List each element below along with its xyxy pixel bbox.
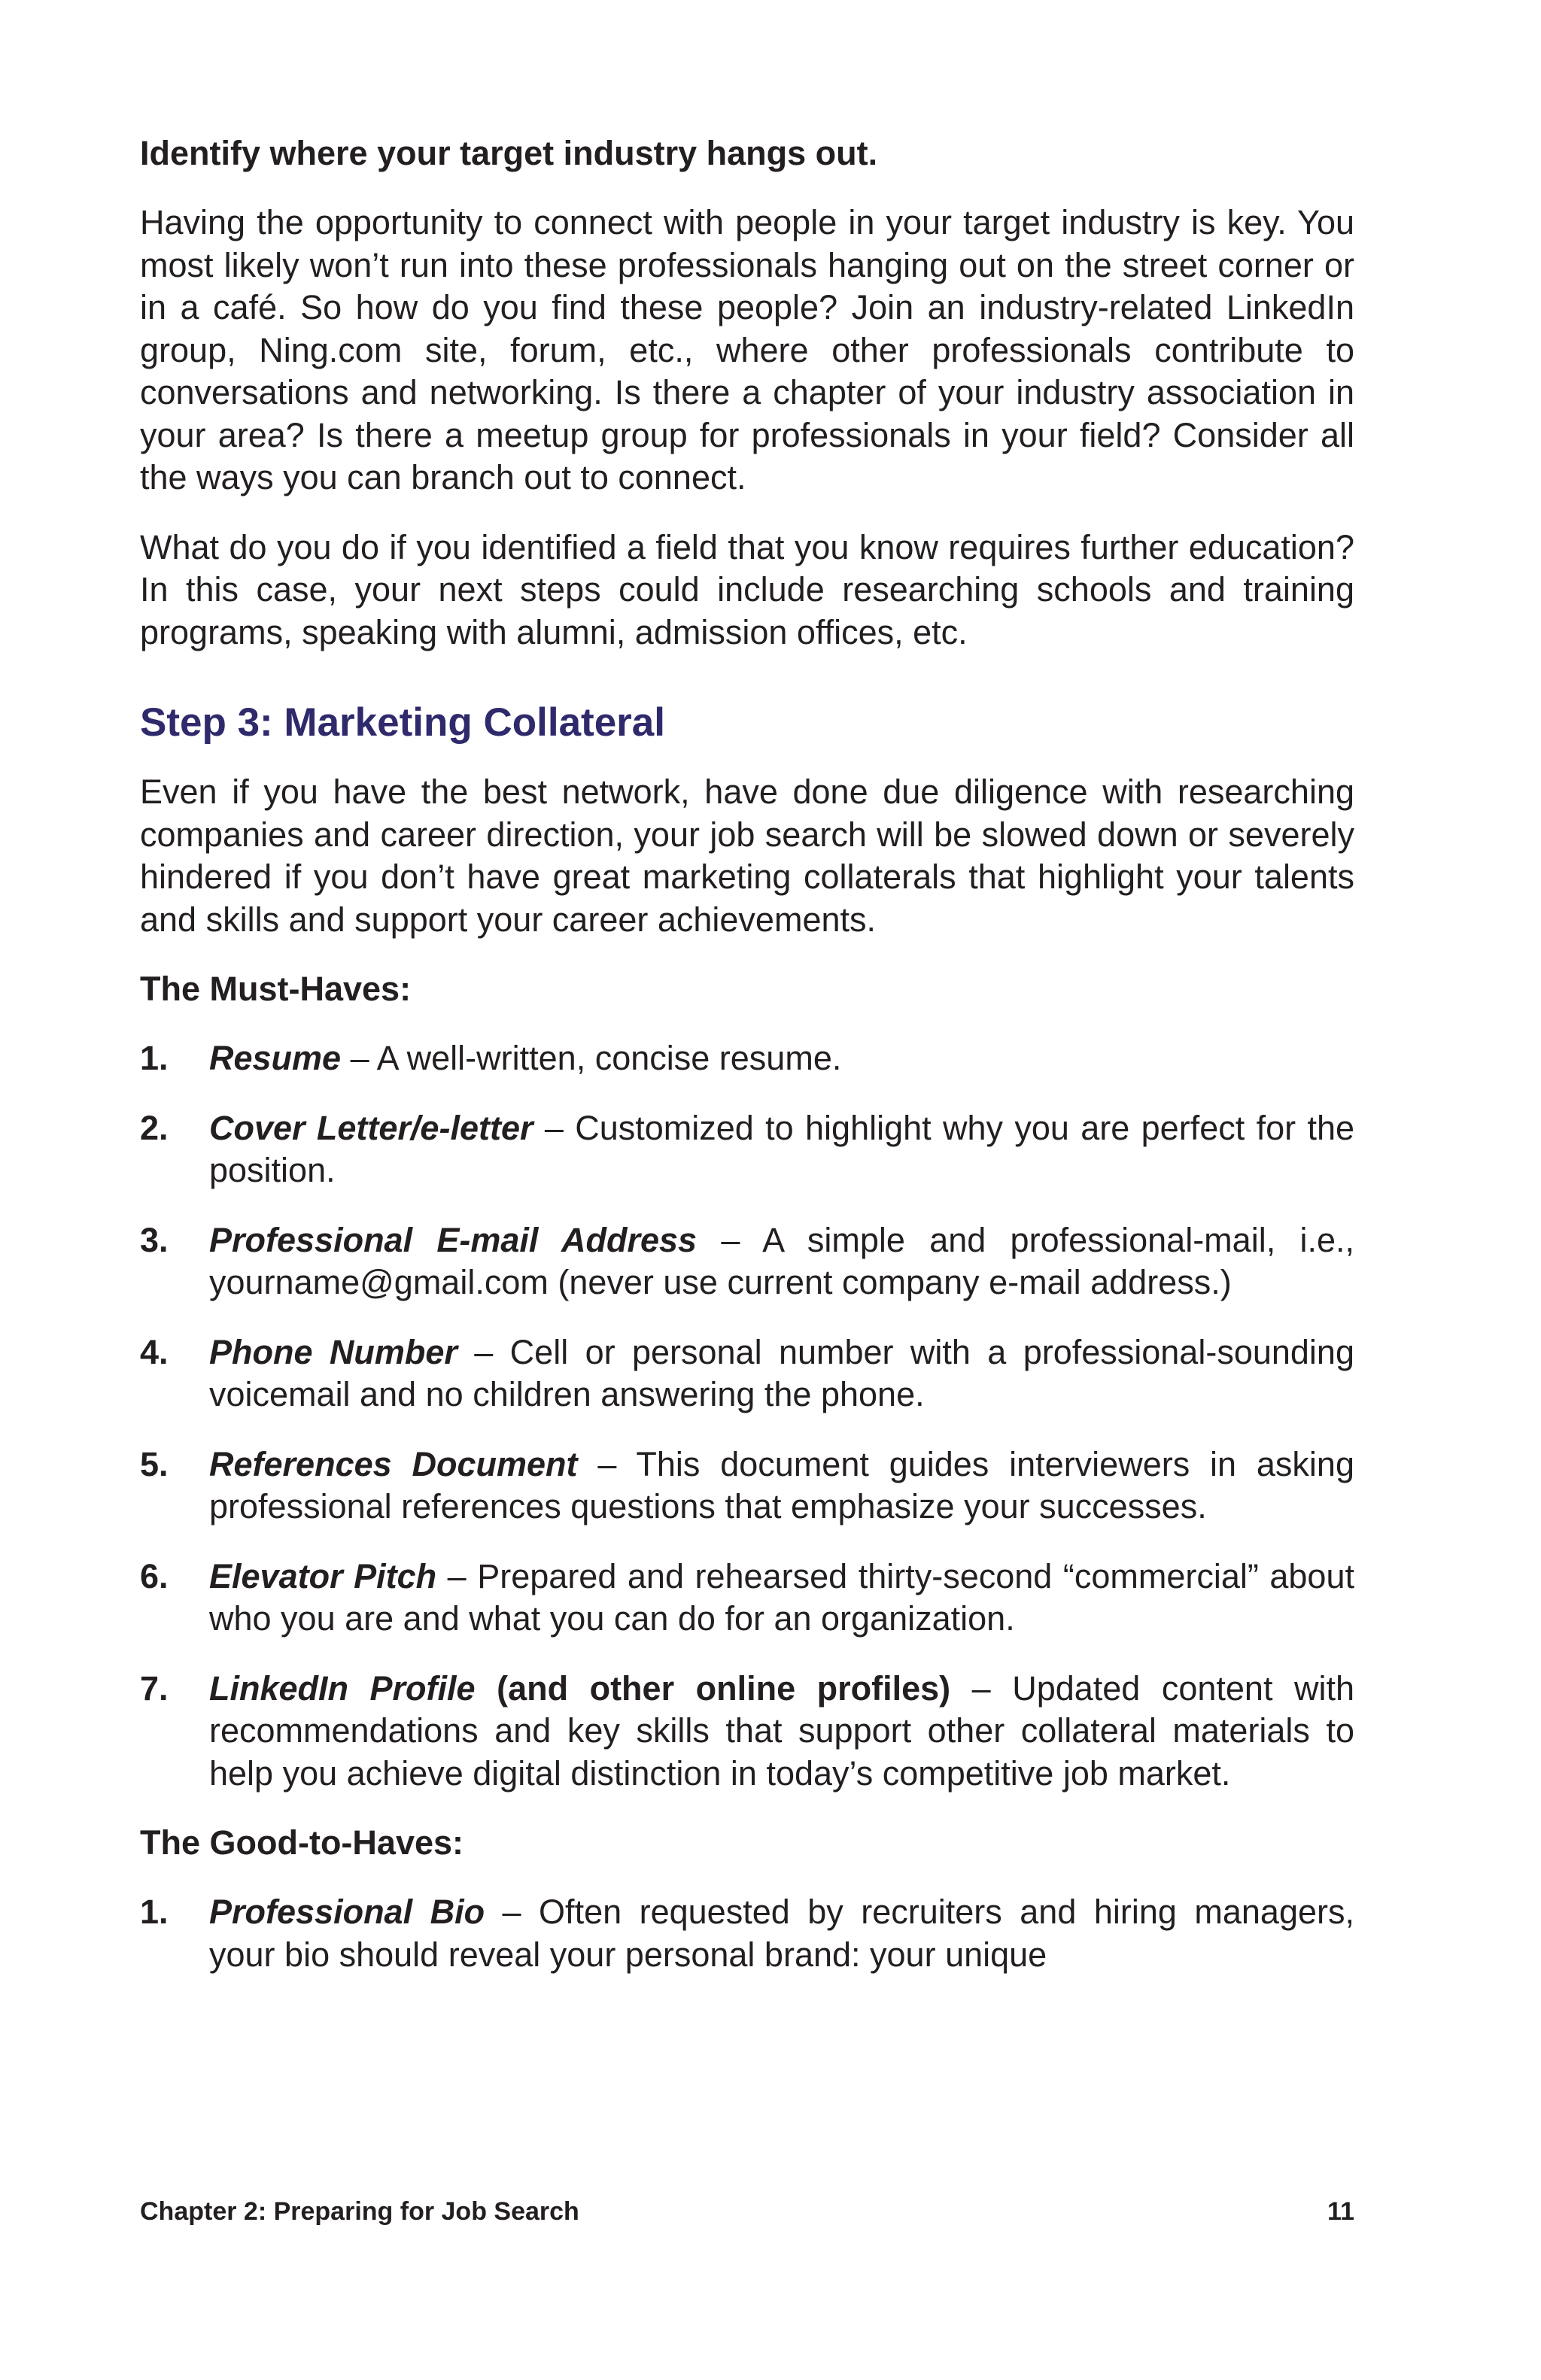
paragraph: Having the opportunity to connect with people in your target industry is key. You most likely won’t run into these professionals hanging out on the street corner or in a café. So how do you find these people? Join an industry-related LinkedIn group, Ning.com site, forum, etc., where other professionals contribute to conversations and networking. Is there a chapter of your industry association in your area? Is there a meetup group for professionals in your field? Consider all the ways you can branch out to connect. xyxy=(140,203,1354,496)
paragraph: Even if you have the best network, have done due diligence with researching companies and career direction, your job search will be slowed down or severely hindered if you don’t have great marketing collaterals that highlight your talents and skills and support your career achievements. xyxy=(140,773,1354,939)
step-heading: Step 3: Marketing Collateral xyxy=(140,700,666,745)
item-body xyxy=(209,1891,1354,1976)
page-content xyxy=(140,132,1354,2003)
paragraph: What do you do if you identified a field that you know requires further education? In this case, your next steps could include researching schools and training programs, speaking with alumni, admission offices, etc. xyxy=(140,527,1354,651)
item-term: Elevator Pitch xyxy=(209,1556,437,1595)
list-item xyxy=(140,1891,1354,1976)
list-item xyxy=(140,1107,1354,1192)
footer-chapter-title: Chapter 2: Preparing for Job Search xyxy=(140,2197,579,2226)
item-term: Professional Bio xyxy=(209,1893,485,1931)
item-term: Resume xyxy=(209,1039,342,1077)
item-body xyxy=(209,1219,1354,1304)
item-description: – Customized to highlight why you are perfect for the position. xyxy=(209,1108,1354,1189)
item-description: – Prepared and rehearsed thirty-second “commercial” about who you are and what you can do for an organization. xyxy=(209,1556,1354,1638)
item-body xyxy=(209,1443,1354,1528)
must-haves-heading: The Must-Haves: xyxy=(140,970,412,1008)
item-number: 7. xyxy=(140,1668,169,1708)
item-body xyxy=(209,1556,1354,1641)
list-item xyxy=(140,1219,1354,1304)
item-term: LinkedIn Profile xyxy=(209,1668,476,1708)
item-number: 5. xyxy=(140,1444,169,1483)
list-item xyxy=(140,1668,1354,1796)
item-body xyxy=(209,1037,1354,1080)
page-footer xyxy=(140,2195,1354,2228)
item-term: References Document xyxy=(209,1444,578,1483)
good-to-haves-heading: The Good-to-Haves: xyxy=(140,1823,464,1862)
item-description: – A well-written, concise resume. xyxy=(341,1039,842,1077)
item-description: – Updated content with recommendations and key skills that support other collateral materials to help you achieve digital distinction in today’s competitive job market. xyxy=(209,1668,1355,1793)
item-term: Phone Number xyxy=(209,1332,457,1371)
item-description: – Cell or personal number with a professional-sounding voicemail and no children answering the phone. xyxy=(209,1332,1354,1413)
item-description: – A simple and professional-mail, i.e., yourname@gmail.com (never use current company e-mail address.) xyxy=(209,1220,1354,1301)
list-item xyxy=(140,1331,1354,1416)
item-number: 4. xyxy=(140,1332,169,1371)
page-number: 11 xyxy=(1327,2197,1354,2226)
list-item xyxy=(140,1556,1354,1641)
item-number: 3. xyxy=(140,1220,169,1259)
item-term-extra: (and other online profiles) xyxy=(475,1668,951,1708)
item-term: Cover Letter/e-letter xyxy=(209,1108,533,1147)
item-body xyxy=(209,1331,1354,1416)
item-number: 6. xyxy=(140,1556,169,1595)
item-body xyxy=(209,1668,1354,1796)
list-item xyxy=(140,1443,1354,1528)
item-number: 1. xyxy=(140,1039,169,1077)
good-to-haves-list xyxy=(140,1891,1354,1976)
item-description: – Often requested by recruiters and hiring managers, your bio should reveal your personal brand: your unique xyxy=(209,1893,1354,1974)
item-description: – This document guides interviewers in asking professional references questions that emphasize your successes. xyxy=(209,1444,1354,1525)
item-body xyxy=(209,1107,1354,1192)
list-item xyxy=(140,1037,1354,1080)
must-haves-list xyxy=(140,1037,1354,1795)
item-number: 1. xyxy=(140,1893,169,1931)
item-term: Professional E-mail Address xyxy=(209,1220,698,1259)
item-number: 2. xyxy=(140,1108,169,1147)
section-heading: Identify where your target industry hangs out. xyxy=(140,134,878,172)
